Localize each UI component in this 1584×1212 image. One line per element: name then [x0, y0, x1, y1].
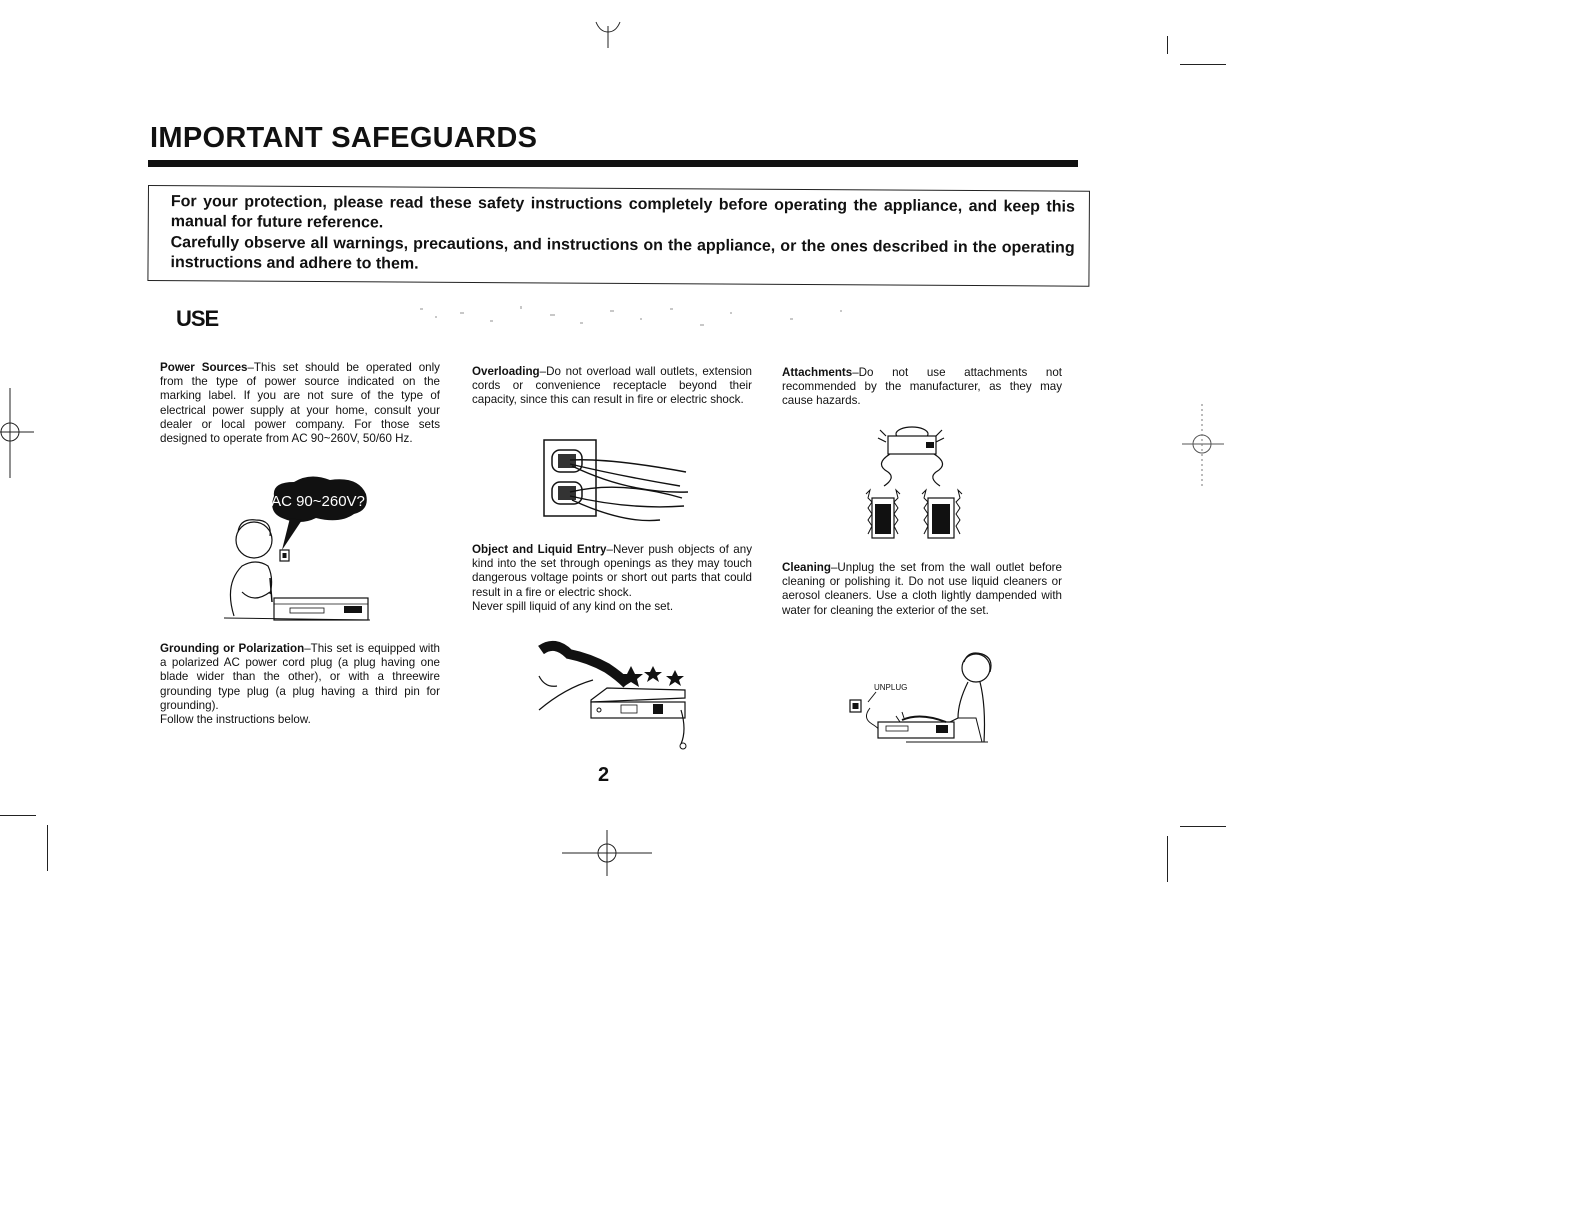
overloading-heading: Overloading	[472, 365, 540, 378]
safety-notice-box	[147, 185, 1090, 287]
registration-mark-bottom	[560, 828, 654, 878]
registration-mark-top	[588, 18, 628, 50]
section-heading: USE	[176, 306, 219, 331]
section-heading-smudge	[230, 300, 950, 340]
crop-mark	[1180, 826, 1226, 827]
grounding-text: –This set is equipped with a polarized AC power cord plug (a plug having one blade wider than the other), or with a threewire grounding type plug (a plug having a third pin for grounding).	[160, 642, 440, 712]
power-sources-heading: Power Sources	[160, 361, 248, 374]
grounding-heading: Grounding or Polarization	[160, 642, 305, 655]
crop-mark	[1167, 36, 1168, 54]
attachments-illustration	[856, 424, 972, 542]
object-liquid-heading: Object and Liquid Entry	[472, 543, 607, 556]
overloading-text: –Do not overload wall outlets, extension cords or convenience receptacle beyond their capacity, since this can result in fire or electric shock.	[472, 365, 752, 407]
page-title: IMPORTANT SAFEGUARDS	[150, 122, 538, 154]
page-number: 2	[598, 764, 610, 786]
grounding-text-follow: Follow the instructions below.	[160, 713, 311, 727]
attachments-heading: Attachments	[782, 366, 853, 379]
crop-mark	[0, 815, 36, 816]
registration-mark-right	[1178, 400, 1228, 490]
power-bubble-text: AC 90~260V?	[271, 493, 365, 510]
object-liquid-item	[472, 543, 752, 614]
power-sources-item	[160, 361, 440, 446]
power-source-illustration	[220, 474, 376, 624]
object-liquid-text-follow: Never spill liquid of any kind on the set.	[472, 599, 674, 613]
attachments-item	[782, 366, 1062, 409]
cleaning-heading: Cleaning	[782, 561, 831, 574]
object-liquid-text: –Never push objects of any kind into the set through openings as they may touch dangerous voltage points or short out parts that could result in a fire or electric shock.	[472, 543, 753, 599]
title-rule	[148, 160, 1078, 167]
grounding-item	[160, 642, 440, 727]
crop-mark	[1180, 64, 1226, 65]
liquid-spill-illustration	[535, 640, 695, 752]
overloaded-outlet-illustration	[540, 436, 690, 524]
registration-mark-left	[0, 384, 36, 480]
cleaning-text: –Unplug the set from the wall outlet before cleaning or polishing it. Do not use liquid cleaners or aerosol cleaners. Use a cloth lightly dampended with water for cleaning the exterior of the set.	[782, 561, 1062, 617]
crop-mark	[47, 825, 48, 871]
attachments-text: –Do not use attachments not recommended by the manufacturer, as they may cause hazards.	[782, 366, 1062, 408]
overloading-item	[472, 365, 752, 408]
power-sources-text: –This set should be operated only from the type of power source indicated on the marking label. If you are not sure of the type of electrical power supply at your home, consult your dealer or local power company. For those sets designed to operate from AC 90~260V, 50/60 Hz.	[160, 361, 440, 446]
unplug-label: UNPLUG	[874, 683, 908, 692]
crop-mark	[1167, 836, 1168, 882]
notice-paragraph: Carefully observe all warnings, precautions, and instructions on the appliance, or the ones described in the operating instructions and adhere to them.	[170, 234, 1075, 273]
cleaning-item	[782, 561, 1062, 618]
cleaning-illustration	[846, 646, 1002, 746]
notice-paragraph: For your protection, please read these safety instructions completely before operating the appliance, and keep this manual for future reference.	[170, 193, 1075, 231]
